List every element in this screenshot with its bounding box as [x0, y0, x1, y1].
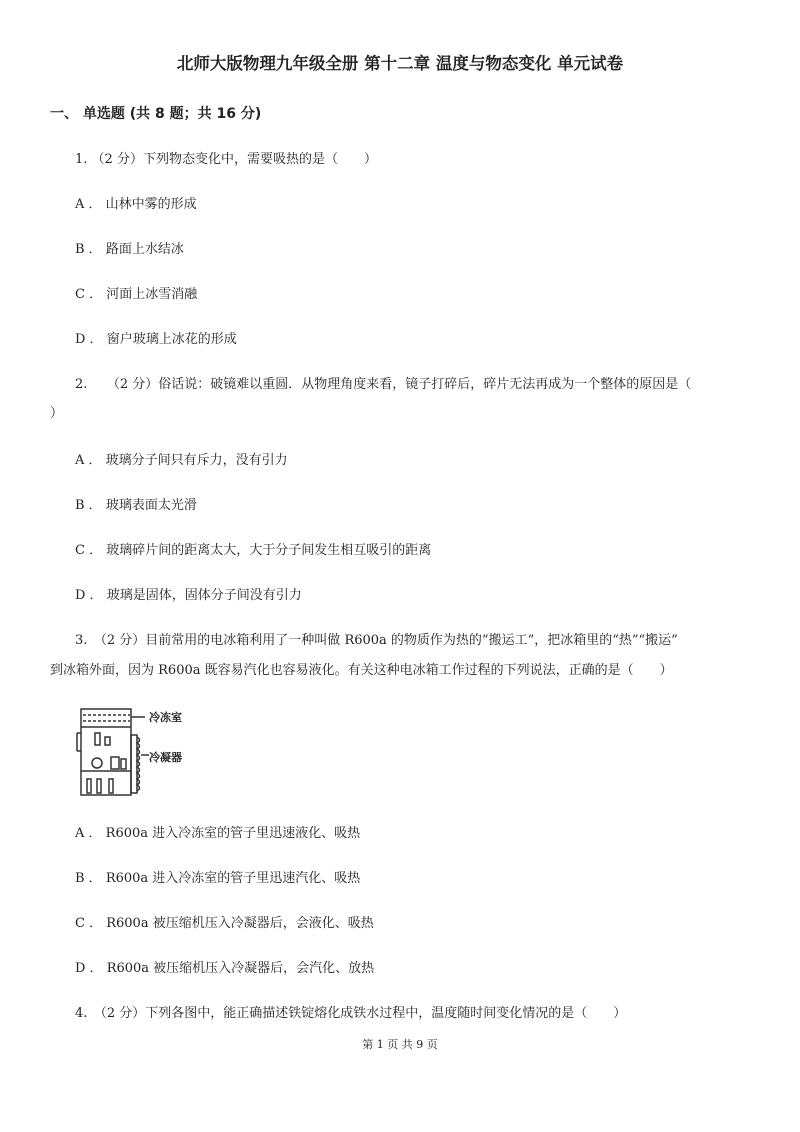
condenser-label: 冷凝器 — [149, 751, 182, 764]
question-4-stem: 4. （2 分）下列各图中，能正确描述铁锭熔化成铁水过程中，温度随时间变化情况的是（ ） — [75, 1006, 627, 1021]
question-1-option-a: A ． 山林中雾的形成 — [75, 197, 197, 212]
question-2-stem-line1: 2. （2 分）俗话说：破镜难以重圆．从物理角度来看，镜子打碎后，碎片无法再成为一个整体的原因是（ — [75, 377, 692, 392]
question-3-stem-line1: 3. （2 分）目前常用的电冰箱利用了一种叫做 R600a 的物质作为热的“搬运工”，把冰箱里的“热”“搬运” — [75, 633, 678, 648]
question-3-option-a: A ． R600a 进入冷冻室的管子里迅速液化、吸热 — [75, 826, 361, 841]
section-heading: 一、 单选题 (共 8 题；共 16 分) — [50, 106, 262, 122]
question-3-option-b: B ． R600a 进入冷冻室的管子里迅速汽化、吸热 — [75, 871, 361, 886]
question-1-option-b: B ． 路面上水结冰 — [75, 242, 184, 257]
question-1-option-d: D ． 窗户玻璃上冰花的形成 — [75, 332, 237, 347]
question-3-option-d: D ． R600a 被压缩机压入冷凝器后，会汽化、放热 — [75, 961, 375, 976]
refrigerator-diagram — [75, 705, 200, 800]
question-2-option-c: C ． 玻璃碎片间的距离太大，大于分子间发生相互吸引的距离 — [75, 543, 432, 558]
question-3-option-c: C ． R600a 被压缩机压入冷凝器后，会液化、吸热 — [75, 916, 374, 931]
question-2-option-b: B ． 玻璃表面太光滑 — [75, 498, 197, 513]
question-1-stem: 1. （2 分）下列物态变化中，需要吸热的是（ ） — [75, 152, 377, 167]
question-1-option-c: C ． 河面上冰雪消融 — [75, 287, 198, 302]
question-2-stem-line2: ） — [50, 406, 64, 421]
page-footer: 第 1 页 共 9 页 — [362, 1038, 438, 1051]
question-3-stem-line2: 到冰箱外面，因为 R600a 既容易汽化也容易液化。有关这种电冰箱工作过程的下列说法，正确的是（ ） — [50, 663, 673, 678]
freezer-label: 冷冻室 — [149, 711, 182, 724]
page-title: 北师大版物理九年级全册 第十二章 温度与物态变化 单元试卷 — [176, 54, 624, 73]
question-2-option-a: A ． 玻璃分子间只有斥力，没有引力 — [75, 453, 288, 468]
question-2-option-d: D ． 玻璃是固体，固体分子间没有引力 — [75, 588, 302, 603]
